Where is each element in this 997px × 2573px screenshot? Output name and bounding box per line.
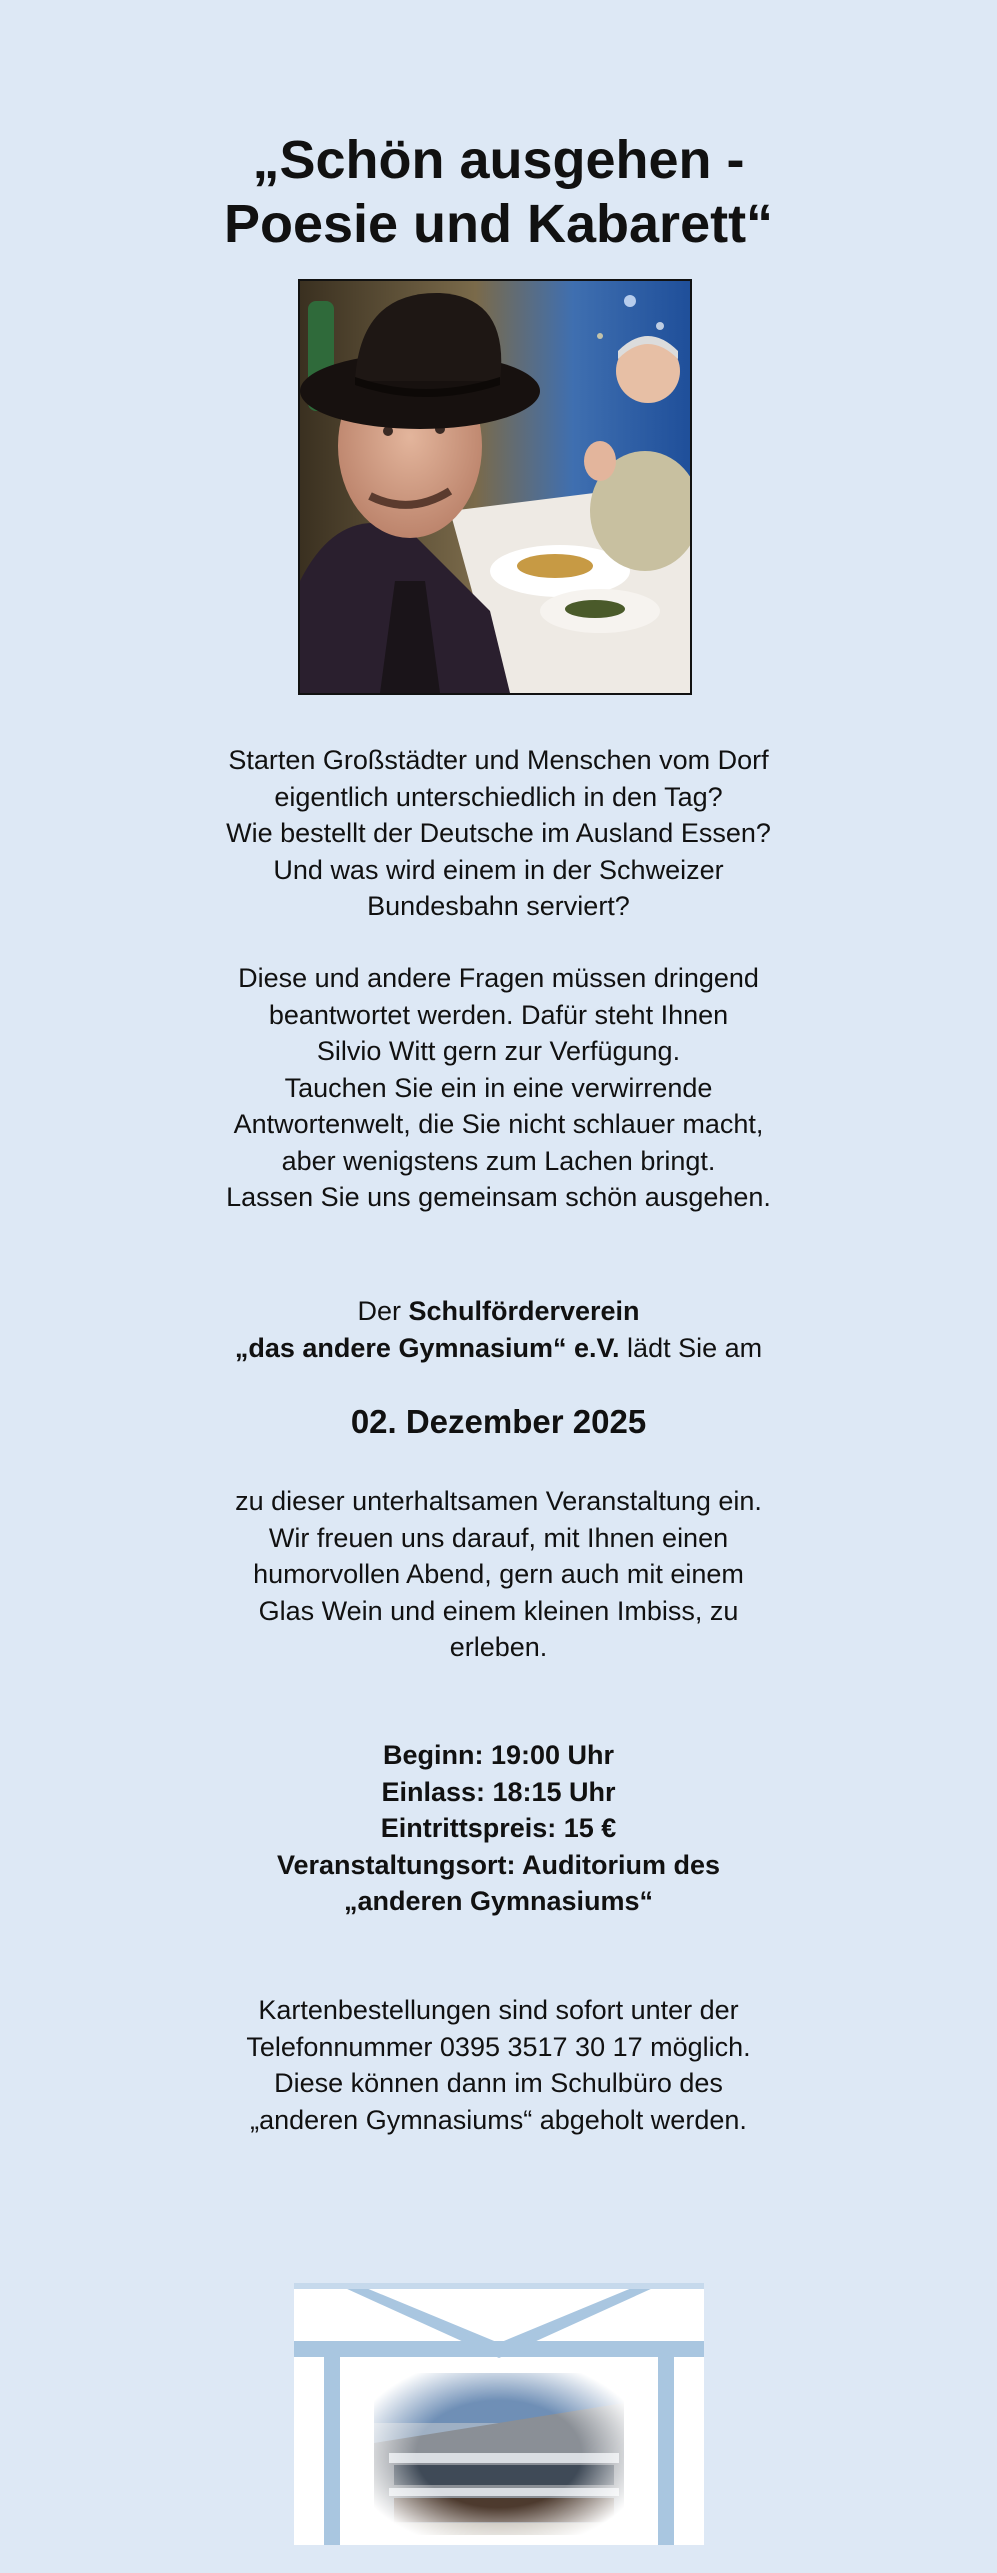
school-name: „das andere Gymnasium“ e.V.: [234, 1332, 620, 1363]
event-line: Glas Wein und einem kleinen Imbiss, zu: [258, 1595, 739, 1626]
performer-photo: [298, 279, 692, 695]
verein-name: Schulförderverein: [408, 1296, 640, 1326]
intro-text: [0, 742, 997, 925]
intro-line: Bundesbahn serviert?: [367, 891, 630, 921]
intro-line: eigentlich unterschiedlich in den Tag?: [274, 781, 723, 812]
body-line: Diese und andere Fragen müssen dringend: [238, 963, 759, 993]
performer-photo-illustration: [300, 281, 690, 693]
detail-beginn: Beginn: 19:00 Uhr: [382, 1740, 615, 1770]
event-line: zu dieser unterhaltsamen Veranstaltung ein.: [235, 1486, 762, 1516]
detail-preis: Eintrittspreis: 15 €: [380, 1813, 617, 1843]
invitation-text: [0, 1293, 997, 1366]
title-line-2: Poesie und Kabarett“: [223, 194, 774, 254]
ticket-info: [0, 1992, 997, 2138]
invitation-der: Der: [357, 1296, 409, 1326]
intro-line: Wie bestellt der Deutsche im Ausland Essen?: [226, 818, 771, 848]
ticket-line: „anderen Gymnasiums“ abgeholt werden.: [250, 2104, 747, 2135]
event-line: Wir freuen uns darauf, mit Ihnen einen: [268, 1522, 729, 1553]
event-line: erleben.: [449, 1632, 548, 1662]
page-title: [0, 128, 997, 256]
event-date: 02. Dezember 2025: [350, 1403, 647, 1440]
ticket-line: Kartenbestellungen sind sofort unter der: [258, 1995, 739, 2025]
invitation-laedt: lädt Sie am: [619, 1332, 763, 1363]
ticket-line: Diese können dann im Schulbüro des: [274, 2068, 723, 2098]
body-line: Lassen Sie uns gemeinsam schön ausgehen.: [226, 1182, 771, 1212]
body-line: aber wenigstens zum Lachen bringt.: [281, 1145, 716, 1176]
body-line: Antwortenwelt, die Sie nicht schlauer macht,: [233, 1109, 764, 1139]
event-details: [0, 1737, 997, 1920]
ticket-line: Telefonnummer 0395 3517 30 17 möglich.: [246, 2031, 751, 2062]
title-line-1: „Schön ausgehen -: [252, 130, 745, 190]
detail-einlass: Einlass: 18:15 Uhr: [381, 1776, 616, 1807]
body-line: Tauchen Sie ein in eine verwirrende: [284, 1072, 713, 1103]
intro-line: Starten Großstädter und Menschen vom Dorf: [228, 745, 769, 775]
body-text: [0, 960, 997, 1216]
intro-line: Und was wird einem in der Schweizer: [273, 854, 724, 885]
event-text: [0, 1483, 997, 1666]
invitation-line-2: [0, 1330, 997, 1367]
school-logo: [294, 2283, 704, 2545]
body-line: beantwortet werden. Dafür steht Ihnen: [268, 999, 729, 1030]
detail-ort-line-1: Veranstaltungsort: Auditorium des: [276, 1849, 721, 1880]
event-line: humorvollen Abend, gern auch mit einem: [253, 1559, 744, 1589]
school-building-illustration: [294, 2283, 704, 2545]
invitation-line-1: [0, 1293, 997, 1330]
body-line: Silvio Witt gern zur Verfügung.: [316, 1036, 681, 1066]
detail-ort-line-2: „anderen Gymnasiums“: [343, 1886, 654, 1916]
